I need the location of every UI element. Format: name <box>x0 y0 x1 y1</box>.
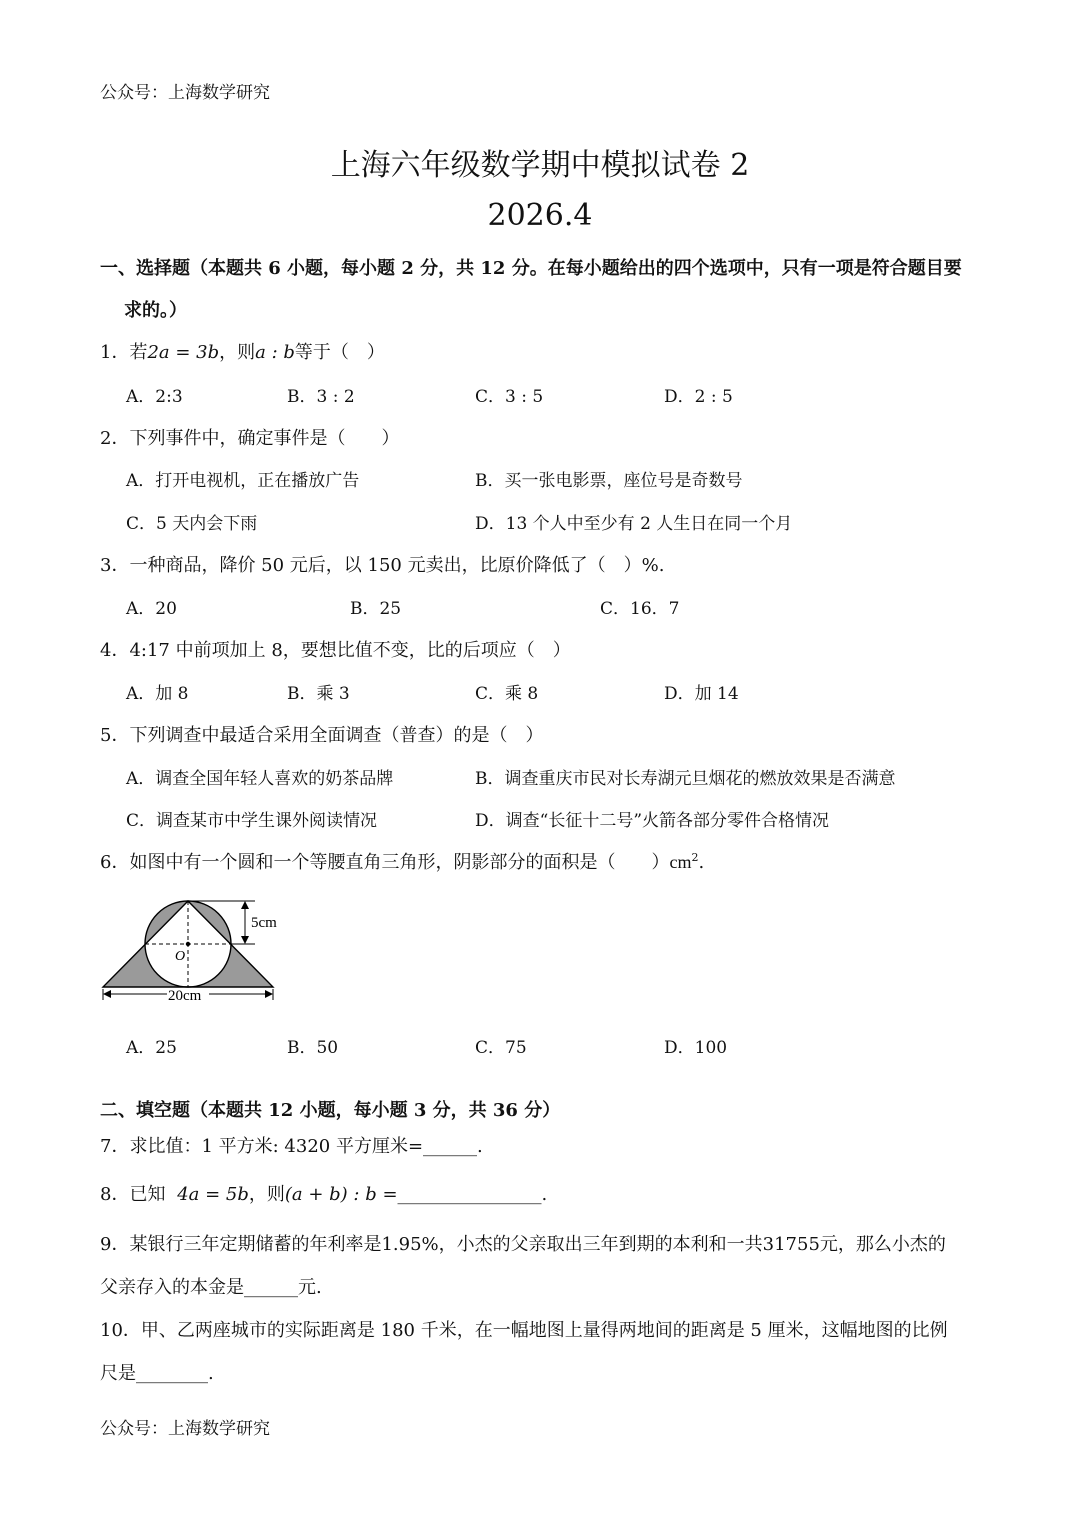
question-4: 4．4:17 中前项加上 8，要想比值不变，比的后项应（ ） <box>100 640 571 661</box>
arrow-up <box>241 901 249 909</box>
option-c: C．16．7 <box>600 599 680 619</box>
exam-date: 2026.4 <box>487 198 593 233</box>
option-c: C．乘 8 <box>475 684 539 704</box>
option-d: D．加 14 <box>664 684 739 704</box>
page-footer: 公众号：上海数学研究 <box>100 1419 270 1439</box>
question-text: 8．已知 <box>100 1184 166 1205</box>
question-6 <box>100 848 704 874</box>
question-9-cont: 父亲存入的本金是______元. <box>100 1277 322 1298</box>
unit: cm <box>669 852 692 872</box>
option-b: B．25 <box>350 599 402 619</box>
option-c: C．调查某市中学生课外阅读情况 <box>126 811 378 831</box>
option-b: B．3 : 2 <box>287 387 355 407</box>
option-d: D．2 : 5 <box>664 387 733 407</box>
math-expression: a : b <box>255 342 295 363</box>
question-1 <box>100 338 385 364</box>
math-expression: 2a = 3b <box>147 342 220 363</box>
unit-superscript: 2 <box>691 851 699 864</box>
arrow-right <box>265 990 273 998</box>
question-8 <box>100 1180 547 1206</box>
option-c: C．5 天内会下雨 <box>126 514 258 534</box>
option-b: B．50 <box>287 1038 339 1058</box>
option-b: B．买一张电影票，座位号是奇数号 <box>475 471 743 491</box>
section-2-heading: 二、填空题（本题共 12 小题，每小题 3 分，共 36 分） <box>100 1100 561 1121</box>
question-5: 5．下列调查中最适合采用全面调查（普查）的是（ ） <box>100 725 544 746</box>
question-text: 等于（ ） <box>294 342 385 363</box>
question-end: . <box>698 852 705 873</box>
question-10-cont: 尺是________. <box>100 1363 214 1384</box>
question-text: 若 <box>129 342 148 363</box>
option-d: D．100 <box>664 1038 728 1058</box>
question-text: 6．如图中有一个圆和一个等腰直角三角形，阴影部分的面积是（ ） <box>100 852 670 873</box>
option-b: B．乘 3 <box>287 684 350 704</box>
math-expression: 4a = 5b <box>177 1184 249 1205</box>
page-header: 公众号：上海数学研究 <box>100 83 270 103</box>
section-1-heading-cont: 求的。） <box>124 300 187 321</box>
question-2: 2．下列事件中，确定事件是（ ） <box>100 428 400 449</box>
option-a: A．打开电视机，正在播放广告 <box>126 471 360 491</box>
base-label: 20cm <box>168 988 202 1004</box>
arrow-down <box>241 936 249 944</box>
question-text: ，则 <box>219 342 256 363</box>
center-point <box>186 942 190 946</box>
question-10: 10．甲、乙两座城市的实际距离是 180 千米，在一幅地图上量得两地间的距离是 5 厘米，这幅地图的比例 <box>100 1320 948 1341</box>
question-9: 9．某银行三年定期储蓄的年利率是1.95%，小杰的父亲取出三年到期的本利和一共31755元，那么小杰的 <box>100 1234 946 1255</box>
option-d: D．调查“长征十二号”火箭各部分零件合格情况 <box>475 811 830 831</box>
question-number: 1． <box>100 342 130 363</box>
option-a: A．加 8 <box>126 684 189 704</box>
height-label: 5cm <box>251 915 277 931</box>
option-b: B．调查重庆市民对长寿湖元旦烟花的燃放效果是否满意 <box>475 769 896 789</box>
question-7: 7．求比值：1 平方米: 4320 平方厘米=______. <box>100 1136 483 1157</box>
question-text: ，则 <box>248 1184 285 1205</box>
option-a: A．25 <box>126 1038 177 1058</box>
option-a: A．20 <box>126 599 177 619</box>
circle-triangle-figure <box>95 892 325 1007</box>
center-label: O <box>175 949 186 964</box>
exam-title: 上海六年级数学期中模拟试卷 2 <box>330 148 750 183</box>
option-a: A．调查全国年轻人喜欢的奶茶品牌 <box>126 769 394 789</box>
option-d: D．13 个人中至少有 2 人生日在同一个月 <box>475 514 793 534</box>
option-c: C．3 : 5 <box>475 387 544 407</box>
section-1-heading: 一、选择题（本题共 6 小题，每小题 2 分，共 12 分。在每小题给出的四个选项中，只有一项是符合题目要 <box>100 258 962 279</box>
option-c: C．75 <box>475 1038 527 1058</box>
arrow-left <box>103 990 111 998</box>
option-a: A．2:3 <box>126 387 183 407</box>
math-expression: (a + b) : b = <box>284 1184 398 1205</box>
answer-blank: ________________. <box>397 1184 548 1205</box>
question-3: 3．一种商品，降价 50 元后，以 150 元卖出，比原价降低了（ ）%. <box>100 555 665 576</box>
